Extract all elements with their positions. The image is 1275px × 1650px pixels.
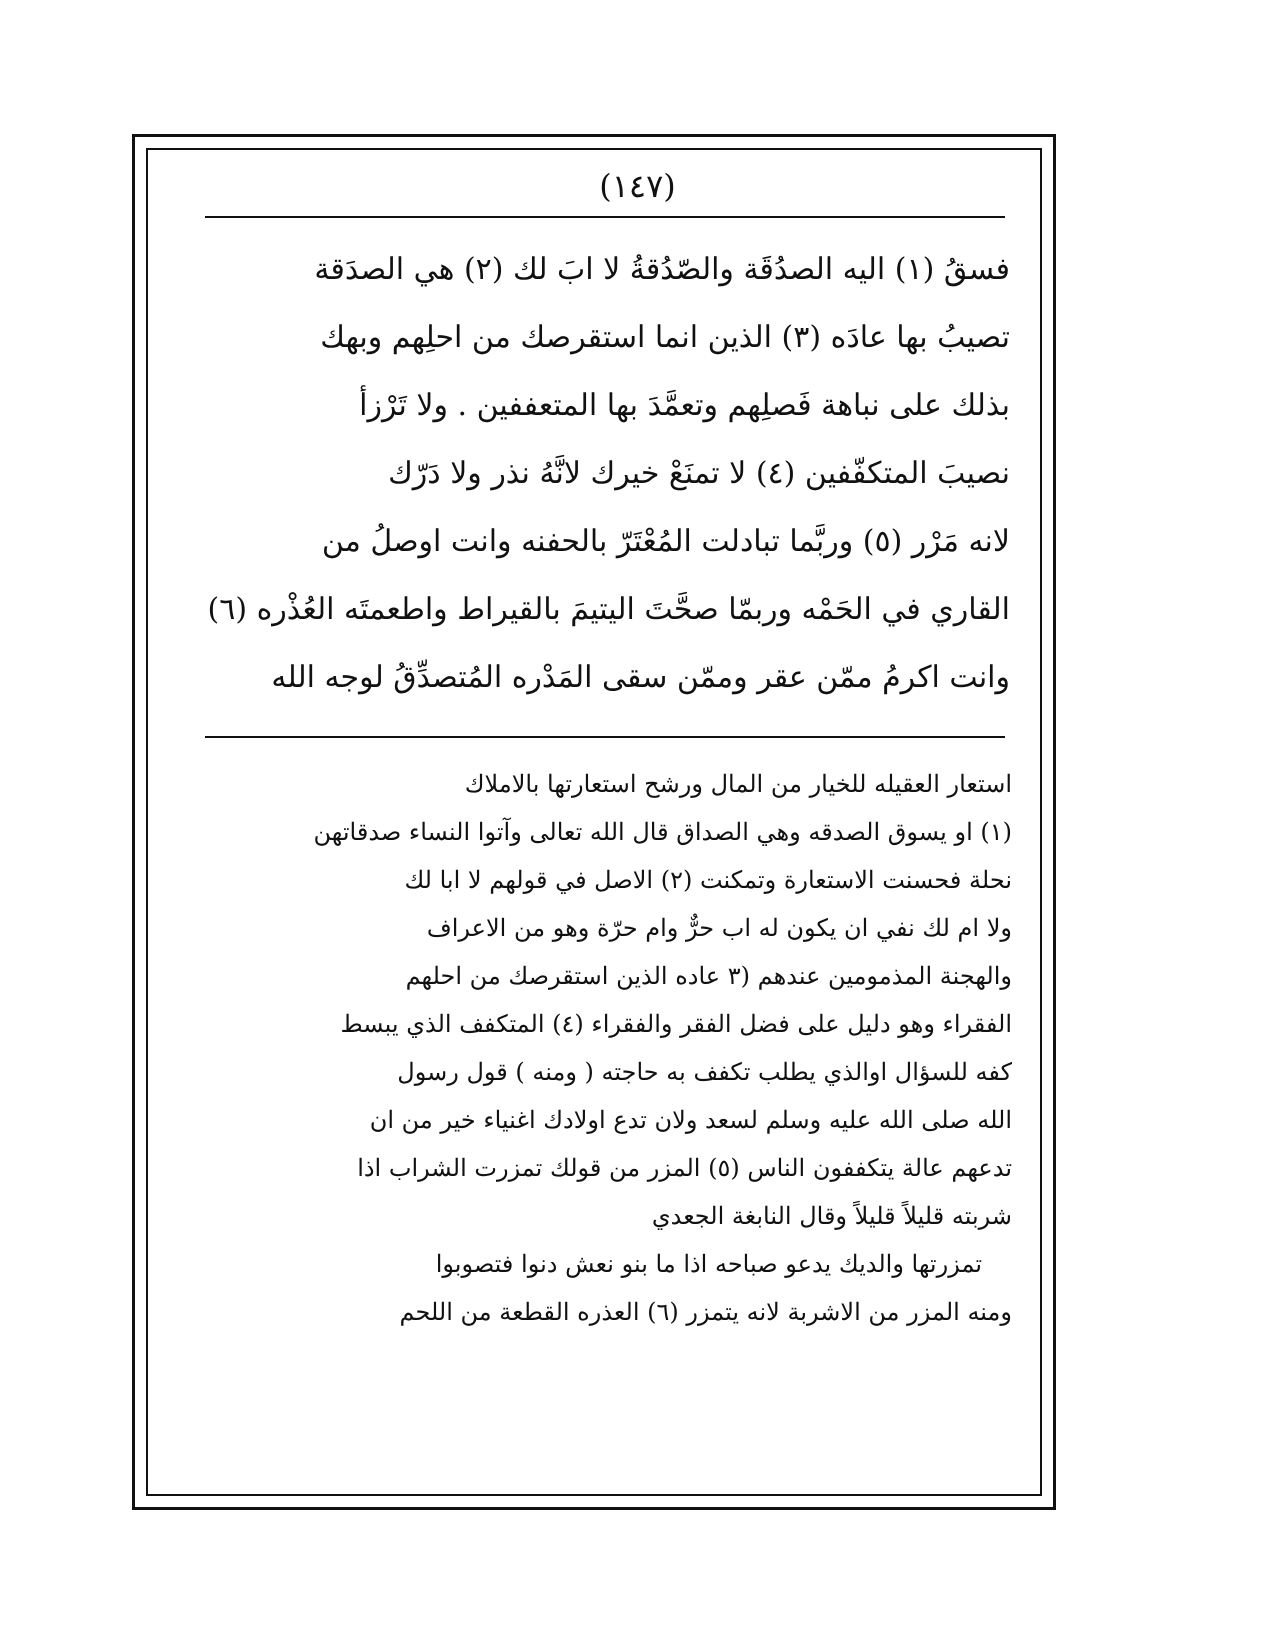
main-text-line: بذلك على نباهة فَصلِهم وتعمَّدَ بها المتعففين . ولا تَرْزأ (359, 388, 1010, 423)
footnote-line: نحلة فحسنت الاستعارة وتمكنت (٢) الاصل في قولهم لا ابا لك (404, 866, 1012, 894)
footnote-line: استعار العقيله للخيار من المال ورشح استعارتها بالاملاك (464, 770, 1012, 798)
main-text-line: نصيبَ المتكفّفين (٤) لا تمنَعْ خيرك لانَّهُ نذر ولا دَرّك (388, 456, 1010, 491)
footnote-rule (205, 736, 1005, 738)
main-text-line: وانت اكرمُ ممّن عقر وممّن سقى المَدْره المُتصدِّقُ لوجه الله (271, 660, 1010, 695)
page-number: (١٤٧) (599, 167, 676, 205)
footnote-line: ولا ام لك نفي ان يكون له اب حرٌّ وام حرّة وهو من الاعراف (426, 914, 1012, 942)
main-text-block (200, 236, 1010, 712)
header-rule (205, 216, 1005, 218)
footnote-line: تدعهم عالة يتكففون الناس (٥) المزر من قولك تمزرت الشراب اذا (357, 1154, 1012, 1182)
main-text-line: القاري في الحَمْه وربمّا صحَّتَ اليتيمَ بالقيراط واطعمتَه العُذْره (٦) (207, 592, 1010, 627)
footnote-line: (١) او يسوق الصدقه وهي الصداق قال الله تعالى وآتوا النساء صدقاتهن (313, 818, 1012, 846)
main-text-line: تصيبُ بها عادَه (٣) الذين انما استقرصك من احلِهم وبهك (320, 320, 1010, 355)
poetry-verse: تمزرتها والديك يدعو صباحه اذا ما بنو نعش دنوا فتصوبوا (435, 1250, 982, 1278)
footnote-line: ومنه المزر من الاشربة لانه يتمزر (٦) العذره القطعة من اللحم (399, 1298, 1012, 1326)
main-text-line: لانه مَرْر (٥) وربَّما تبادلت المُعْتَرّ بالحفنه وانت اوصلُ من (321, 524, 1010, 559)
footnote-line: شربته قليلاً قليلاً وقال النابغة الجعدي (651, 1202, 1012, 1230)
footnote-line: الفقراء وهو دليل على فضل الفقر والفقراء (٤) المتكفف الذي يبسط (340, 1010, 1012, 1038)
footnote-line: الله صلى الله عليه وسلم لسعد ولان تدع اولادك اغنياء خير من ان (369, 1106, 1012, 1134)
footnote-line: والهجنة المذمومين عندهم (٣ عاده الذين استقرصك من احلهم (405, 962, 1012, 990)
main-text-line: فسقُ (١) اليه الصدُقَة والصّدُقةُ لا ابَ لك (٢) هي الصدَقة (314, 252, 1010, 287)
footnote-line: كفه للسؤال اوالذي يطلب تكفف به حاجته ( ومنه ) قول رسول (397, 1058, 1012, 1086)
footnotes-block (200, 760, 1012, 1336)
